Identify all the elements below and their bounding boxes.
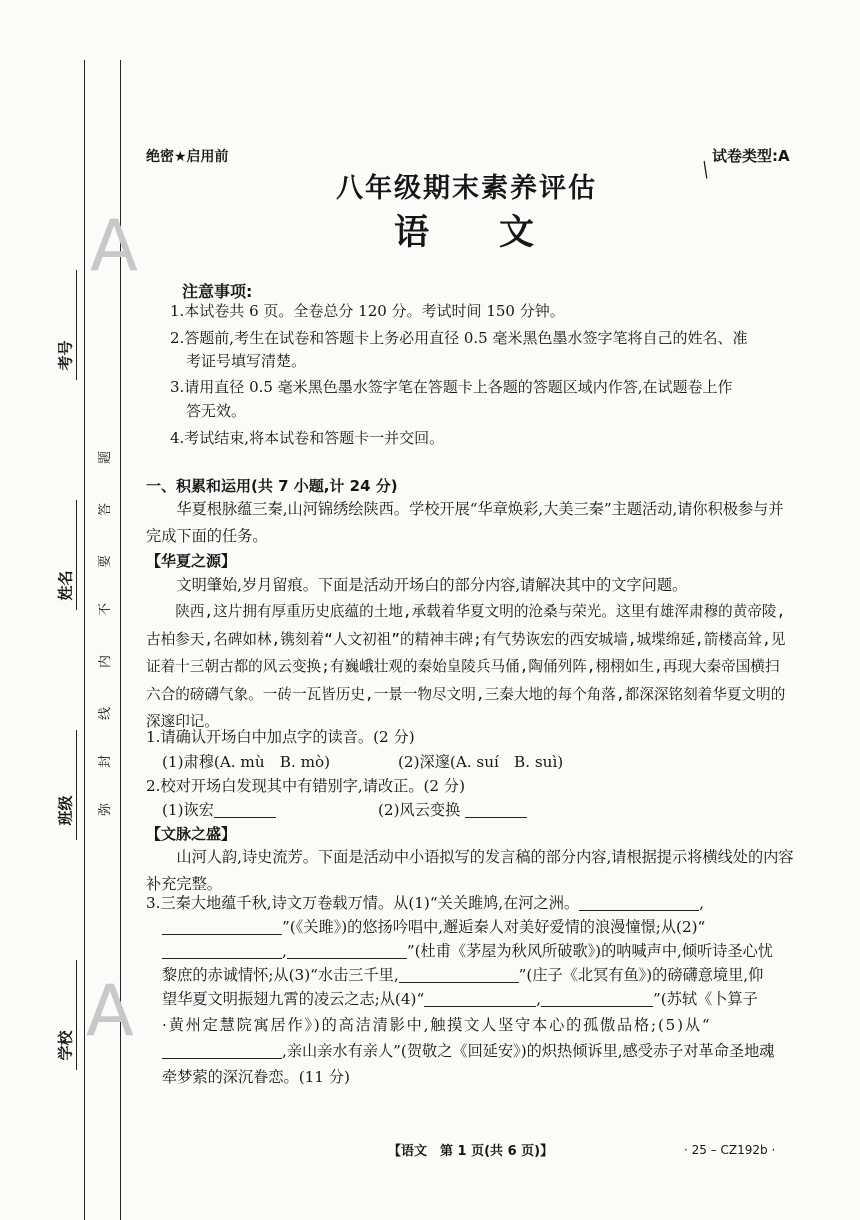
school-label: 学校 [56,1030,75,1061]
question-2: 2.校对开场白发现其中有错别字,请改正。(2 分) [146,777,466,795]
seal-char: 要 [98,554,114,569]
part-intro-huaxia: 文明肇始,岁月留痕。下面是活动开场白的部分内容,请解决其中的文字问题。 [176,576,688,594]
seal-char: 题 [98,450,114,465]
answer-blank[interactable] [162,918,282,935]
seal-char: 线 [98,706,114,721]
class-field[interactable] [76,730,77,840]
binding-line-outer [84,60,85,1220]
seal-char: 答 [98,502,114,517]
question-3-line: ”(《关雎》)的悠扬吟唱中,邂逅秦人对美好爱情的浪漫憧憬;从(2)“ [162,916,705,937]
school-field[interactable] [76,960,77,1070]
question-3-line: 牵梦萦的深沉眷恋。(11 分) [162,1068,350,1086]
question-3-line: 3.三秦大地蕴千秋,诗文万卷载万情。从(1)“关关雎鸠,在河之洲。 , [146,894,704,912]
notice-item: 1.本试卷共 6 页。全卷总分 120 分。考试时间 150 分钟。 [170,302,565,320]
question-1-option-a: (1)肃穆(A. mù B. mò) [162,753,331,771]
notice-item: 2.答题前,考生在试卷和答题卡上务必用直径 0.5 毫米黑色墨水签字笔将自己的姓名、准 [170,329,748,347]
answer-blank[interactable] [162,1042,282,1059]
notice-item: 4.考试结束,将本试卷和答题卡一并交回。 [170,429,445,447]
seal-char: 弥 [98,802,114,817]
part-title-huaxia: 【华夏之源】 [146,552,237,570]
question-3-line: ·黄州定慧院寓居作》)的高洁清影中,触摸文人坚守本心的孤傲品格;(5)从“ [162,1016,712,1034]
subject-title: 语 文 [394,212,535,253]
exam-title: 八年级期末素养评估 [336,173,597,204]
part-title-wenmai: 【文脉之盛】 [146,825,237,843]
question-1-option-b: (2)深邃(A. suí B. suì) [398,753,564,771]
exam-number-label: 考号 [56,340,75,371]
question-1: 1.请确认开场白中加点字的读音。(2 分) [146,728,415,746]
question-2-item-b: (2)风云变换 [378,799,527,820]
seal-char: 不 [98,602,114,617]
section-intro: 华夏根脉蕴三秦,山河锦绣绘陕西。学校开展“华章焕彩,大美三秦”主题活动,请你积极参与并完成下面的任务。 [146,500,784,545]
answer-blank[interactable] [399,966,519,983]
answer-blank[interactable] [424,990,536,1007]
type-a-watermark-2: A [86,970,134,1052]
pen-mark-icon: ⁄ [696,159,715,181]
question-3-line: ,亲山亲水有亲人”(贺敬之《回延安》)的炽热倾诉里,感受赤子对革命圣地魂 [162,1040,774,1061]
question-2-item-a: (1)诙宏 [162,799,276,820]
paper-type-label: 试卷类型:A [712,147,790,165]
opening-passage: 陕西,这片拥有厚重历史底蕴的土地,承载着华夏文明的沧桑与荣光。这里有雄浑肃穆的黄帝陵,古柏参天,名碑如林,镌刻着“人文初祖”的精神丰碑;有气势诙宏的西安城墙,城堞绵延,箭楼高耸,见证着十三朝古都的风云变换;有巍峨壮观的秦始皇陵兵马俑,陶俑列阵,栩栩如生,再现大秦帝国横扫六合的磅礴气象。一砖一瓦皆历史,一景一物尽文明,三秦大地的每个角落,都深深铭刻着华夏文明的深邃印记。 [146,603,786,730]
seal-char: 内 [98,654,114,669]
part-intro-wenmai: 山河人韵,诗史流芳。下面是活动中小语拟写的发言稿的部分内容,请根据提示将横线处的内容补充完整。 [146,848,794,893]
exam-number-field[interactable] [76,270,77,380]
notice-item: 答无效。 [186,402,247,420]
name-label: 姓名 [56,570,75,601]
question-3-line: 望华夏文明振翅九霄的凌云之志;从(4)“ , ”(苏轼《卜算子 [162,990,758,1008]
notice-item: 3.请用直径 0.5 毫米黑色墨水签字笔在答题卡上各题的答题区域内作答,在试题卷上作 [170,378,733,396]
class-label: 班级 [56,795,75,826]
answer-blank[interactable] [541,990,653,1007]
question-3-line: 黎庶的赤诚情怀;从(3)“水击三千里, ”(庄子《北冥有鱼》)的磅礴意境里,仰 [162,966,764,984]
name-field[interactable] [76,500,77,610]
question-3-line: , ”(杜甫《茅屋为秋风所破歌》)的呐喊声中,倾听诗圣心忧 [162,940,773,961]
notice-item: 考证号填写清楚。 [186,352,307,370]
seal-char: 封 [98,754,114,769]
answer-blank[interactable] [465,801,527,818]
paper-code: · 25 – CZ192b · [684,1143,776,1157]
answer-blank[interactable] [287,942,407,959]
secret-label: 绝密★启用前 [146,149,229,165]
section-heading: 一、积累和运用(共 7 小题,计 24 分) [146,477,398,495]
answer-blank[interactable] [162,942,282,959]
answer-blank[interactable] [214,801,276,818]
page-footer: 【语文 第 1 页(共 6 页)】 [388,1144,554,1159]
type-a-watermark: A [90,205,138,287]
notice-heading: 注意事项: [182,282,253,301]
answer-blank[interactable] [579,894,699,911]
